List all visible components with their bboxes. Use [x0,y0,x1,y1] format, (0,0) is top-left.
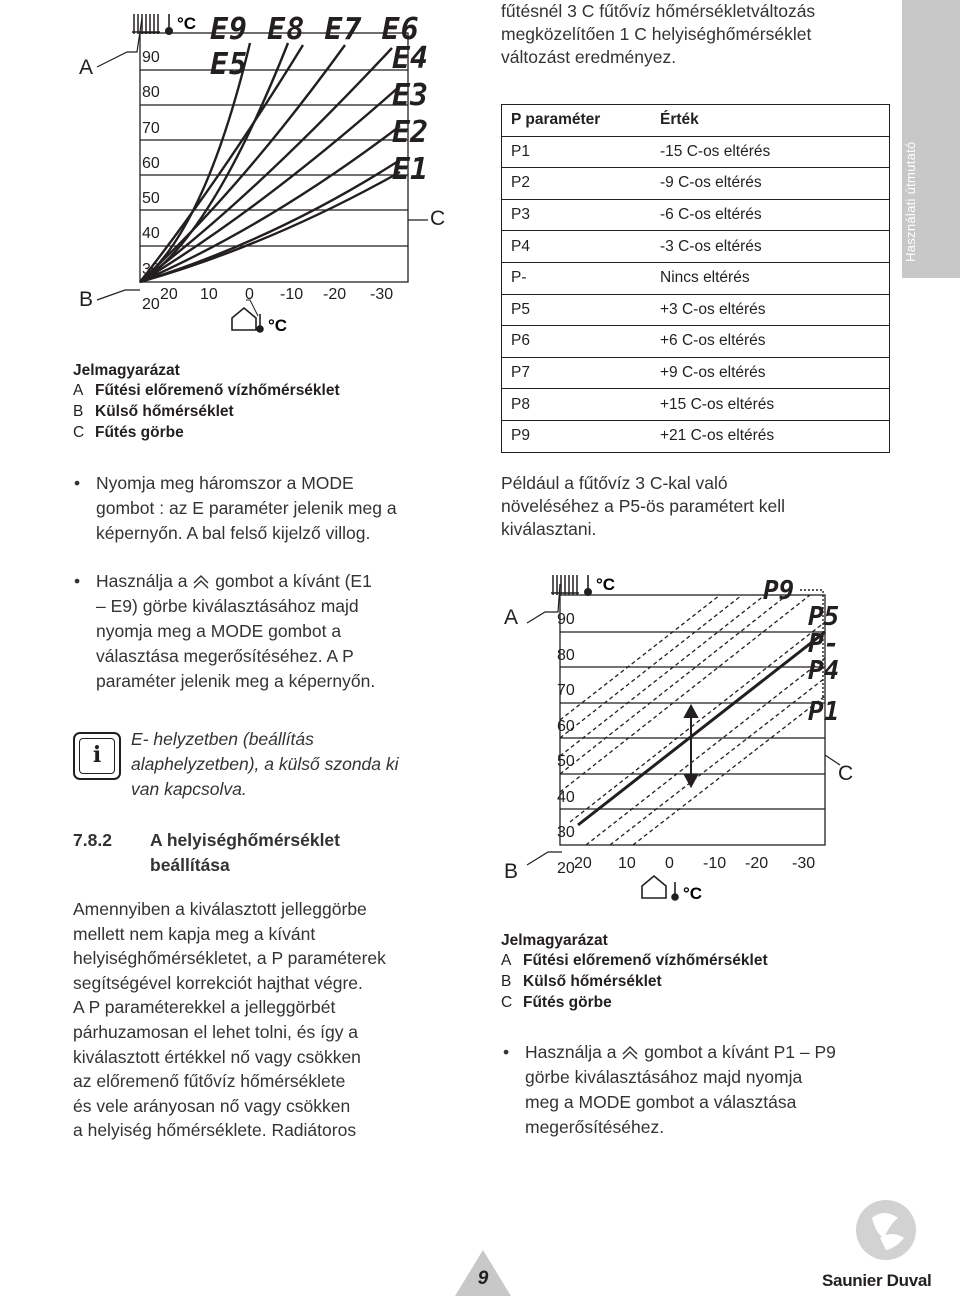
page-number-badge: 9 [453,1248,513,1298]
x-axis-ticks: 20 10 0 -10 -20 -30 [574,855,816,872]
label-b: B [504,860,519,883]
svg-text:°C: °C [268,316,288,335]
display-e-side: E4 E3 E2 E1 [392,41,429,187]
svg-text:°C: °C [683,884,703,903]
info-note: E- helyzetben (beállítás alaphelyzetben), a külső szonda ki van kapcsolva. [131,729,399,799]
table-row: P5 +3 C-os eltérés [502,294,889,326]
radiator-icon [551,575,579,595]
bullet-mode: • Nyomja meg háromszor a MODE gombot : az E paraméter jelenik meg a képernyőn. A bal felső kijelző villog. [74,473,397,543]
brand-name: Saunier Duval [822,1271,932,1290]
legend-row: C Fűtés görbe [73,424,184,441]
label-a: A [504,606,519,629]
table-row: P8 +15 C-os eltérés [502,389,889,421]
bullet-select-p: • Használja a gombot a kívánt P1 – P9 görbe kiválasztásához majd nyomja meg a MODE gombot a választása megerősítéséhez. [503,1042,836,1137]
up-arrow-icon [192,573,210,589]
info-icon: i [73,732,121,780]
section-number: 7.8.2 [73,830,112,850]
label-c: C [430,207,446,230]
x-axis-ticks: 20 10 0 -10 -20 -30 [160,286,394,303]
table-row: P4 -3 C-os eltérés [502,231,889,263]
house-icon [642,876,678,900]
example-text: Például a fűtővíz 3 C-kal való növeléséhez a P5-ös paramétert kell kiválasztani. [501,473,786,539]
thermometer-icon [585,575,591,595]
table-row: P9 +21 C-os eltérés [502,420,889,451]
top-right-text: fűtésnél 3 C fűtővíz hőmérsékletváltozás megközelítően 1 C helyiséghőmérséklet változást eredményez. [501,1,816,67]
brand-logo [836,1198,936,1268]
bullet-select-curve: • Használja a gombot a kívánt (E1 – E9) görbe kiválasztásához majd nyomja meg a MODE gombot a választása megerősítéséhez. A P paraméter jelenik meg a képernyőn. [74,571,376,691]
display-e-top: E9 E8 E7 E6 E5 [210,12,420,82]
svg-text:°C: °C [596,575,616,594]
p-parameter-table [501,104,890,453]
display-p-top: P9 [763,576,795,606]
heating-curve-chart-e [0,0,470,350]
table-row: P6 +6 C-os eltérés [502,326,889,358]
legend-row: A Fűtési előremenő vízhőmérséklet [501,952,768,969]
label-a: A [79,56,94,79]
legend-title: Jelmagyarázat [501,932,608,949]
house-icon [232,308,263,332]
table-row: P- Nincs eltérés [502,262,889,294]
svg-text:°C: °C [177,14,197,33]
table-row: P1 -15 C-os eltérés [502,136,889,168]
y-axis-ticks: 90 80 70 60 50 40 30 20 [557,611,575,877]
table-header-row: P paraméter Érték [511,111,699,129]
legend-row: B Külső hőmérséklet [73,403,234,420]
body-paragraph: Amennyiben a kiválasztott jelleggörbe mellett nem kapja meg a kívánt helyiséghőmérsékletet, a P paraméterek segítségével korrekciót hajthat végre. A P paraméterekkel a jelleggörbét párhuzamosan el lehet tolni, és így a kiválasztott értékkel nő vagy csökken az előremenő fűtővíz hőmérséklete és vele arányosan nő vagy csökken a helyiség hőmérséklete. Radiátoros [73,899,386,1141]
label-b: B [79,288,94,311]
label-c: C [838,762,854,785]
display-p-side: P5 P- P4 P1 [808,602,840,727]
table-row: P2 -9 C-os eltérés [502,168,889,200]
bird-logo-icon [836,1198,936,1268]
legend-title: Jelmagyarázat [73,362,180,379]
legend-1 [73,362,340,443]
radiator-icon [132,14,160,34]
legend-row: C Fűtés görbe [501,994,612,1011]
legend-2 [501,932,768,1013]
legend-row: A Fűtési előremenő vízhőmérséklet [73,382,340,399]
section-title: A helyiséghőmérséklet beállítása [150,830,340,875]
y-axis-ticks: 90 80 70 60 50 40 30 20 [142,49,160,314]
table-row: P7 +9 C-os eltérés [502,357,889,389]
legend-row: B Külső hőmérséklet [501,973,662,990]
heating-curve-chart-p [490,560,890,910]
table-row: P3 -6 C-os eltérés [502,199,889,231]
thermometer-icon [166,14,172,34]
up-arrow-icon [621,1044,639,1060]
side-tab-label: Használati útmutató [903,141,918,262]
